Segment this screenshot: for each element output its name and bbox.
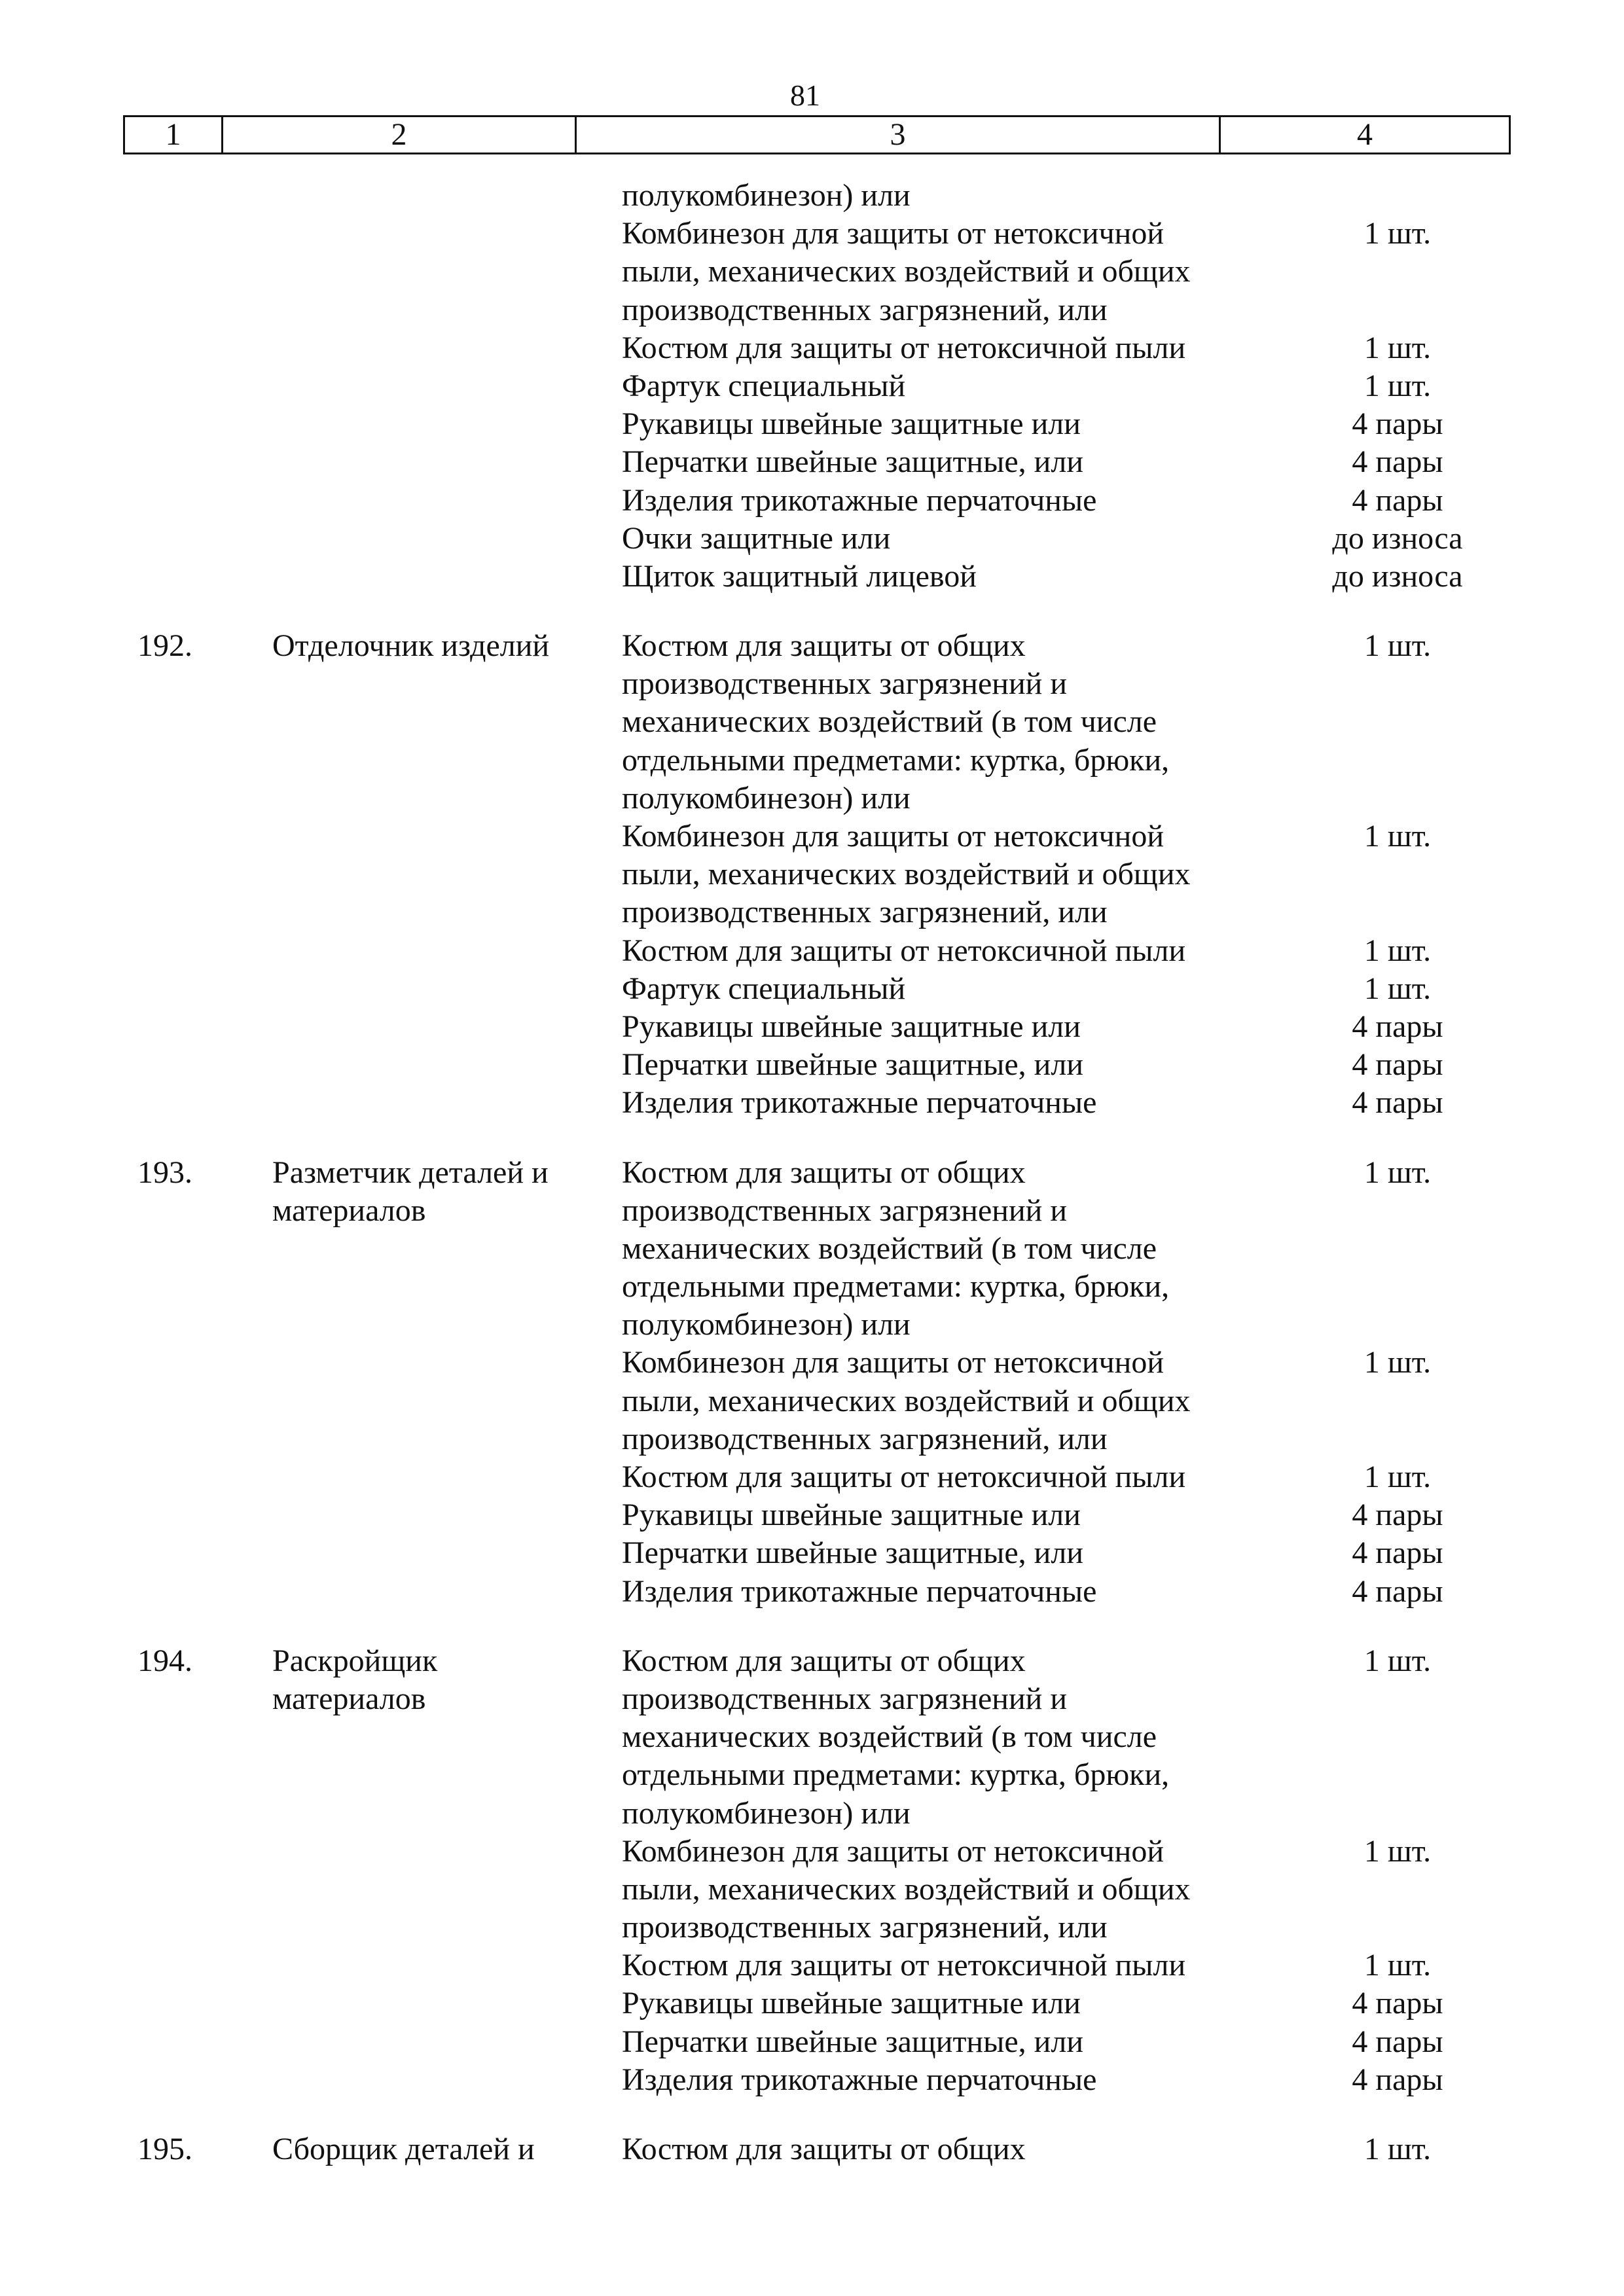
table-row [0,367,1624,405]
profession-name [272,932,622,970]
ppe-item: отдельными предметами: куртка, брюки, [622,1757,1170,1793]
table-row [0,253,1624,291]
profession-name: Раскройщик [272,1643,438,1678]
profession-name [272,970,622,1008]
entry-number [0,367,272,405]
table-row [0,1230,1624,1268]
ppe-quantity [1329,703,1466,741]
ppe-item: производственных загрязнений, или [622,292,1108,327]
ppe-quantity: 4 пары [1352,1986,1443,2021]
profession-name [272,1420,622,1458]
ppe-item: производственных загрязнений и [622,1681,1068,1716]
table-row [0,1833,1624,1871]
ppe-quantity: 1 шт. [1363,1833,1432,1869]
entry-number [0,703,272,741]
ppe-quantity: 4 пары [1352,406,1443,442]
ppe-item: пыли, механических воздействий и общих [622,1871,1191,1907]
ppe-quantity: 4 пары [1352,1573,1443,1609]
entry-number [0,1046,272,1084]
table-row [0,1756,1624,1794]
entry-number [0,1268,272,1306]
ppe-item: полукомбинезон) или [622,1795,911,1831]
profession-name [272,703,622,741]
profession-name: Отделочник изделий [272,628,550,664]
table-row [0,817,1624,855]
entry-number [0,482,272,520]
ppe-quantity [1329,742,1466,780]
profession-name: материалов [272,1193,426,1228]
table-row [0,1718,1624,1756]
table-row [0,520,1624,558]
table-row [0,1642,1624,1680]
ppe-item: Комбинезон для защиты от нетоксичной [622,216,1164,251]
profession-name: материалов [272,1681,426,1716]
ppe-quantity: 4 пары [1352,1535,1443,1571]
ppe-quantity [1329,1795,1466,1833]
table-row [0,1192,1624,1230]
profession-name [272,1909,622,1946]
ppe-item: Комбинезон для защиты от нетоксичной [622,819,1164,853]
ppe-item: Рукавицы швейные защитные или [622,406,1081,442]
ppe-item: Фартук специальный [622,368,906,403]
table-row [0,893,1624,931]
ppe-item: отдельными предметами: куртка, брюки, [622,742,1170,778]
entry-number [0,1534,272,1572]
entry-number [0,1496,272,1534]
table-row [0,291,1624,329]
ppe-quantity [1329,1909,1466,1946]
profession-entry [0,1642,1624,2099]
profession-name [272,367,622,405]
table-row [0,1382,1624,1420]
profession-name [272,2061,622,2099]
ppe-quantity: 1 шт. [1363,368,1432,403]
ppe-item: Фартук специальный [622,971,906,1006]
profession-name [272,1382,622,1420]
ppe-item: Рукавицы швейные защитные или [622,1498,1081,1533]
profession-name: Сборщик деталей и [272,2132,535,2166]
profession-name [272,1833,622,1871]
ppe-item: Очки защитные или [622,520,891,556]
profession-name [272,1871,622,1909]
profession-entry [0,1154,1624,1611]
entry-number [0,1795,272,1833]
ppe-item: механических воздействий (в том числе [622,1719,1157,1755]
table-row [0,742,1624,780]
entry-number [0,855,272,893]
profession-name [272,177,622,215]
table-row [0,1344,1624,1382]
entry-number [0,1756,272,1794]
profession-name [272,742,622,780]
ppe-quantity [1329,1192,1466,1230]
ppe-item: производственных загрязнений, или [622,895,1108,930]
ppe-quantity: 1 шт. [1363,1460,1432,1494]
profession-name [272,1984,622,2022]
table-row [0,482,1624,520]
entry-number [0,1680,272,1718]
entry-number [0,1420,272,1458]
ppe-quantity: 1 шт. [1363,1643,1432,1678]
ppe-quantity [1329,1420,1466,1458]
ppe-quantity [1329,1268,1466,1306]
entry-number [0,1909,272,1946]
entry-number [0,520,272,558]
ppe-item: полукомбинезон) или [622,780,911,816]
profession-name [272,215,622,253]
entry-spacer [0,596,1624,627]
ppe-item: полукомбинезон) или [622,1307,911,1342]
ppe-quantity: 1 шт. [1363,216,1432,251]
ppe-item: Костюм для защиты от общих [622,628,1026,664]
profession-name [272,482,622,520]
profession-name [272,1230,622,1268]
table-row [0,665,1624,703]
entry-number [0,1306,272,1344]
entry-number: 192. [137,628,192,664]
entry-number [0,1192,272,1230]
table-row [0,1420,1624,1458]
ppe-quantity: 4 пары [1352,1009,1443,1044]
ppe-quantity: 1 шт. [1363,971,1432,1006]
ppe-quantity [1329,1306,1466,1344]
entry-number [0,253,272,291]
ppe-item: механических воздействий (в том числе [622,1230,1157,1266]
table-header [123,115,1511,154]
ppe-quantity: 4 пары [1352,482,1443,518]
profession-name [272,291,622,329]
ppe-quantity [1329,780,1466,817]
ppe-item: Изделия трикотажные перчаточные [622,1573,1097,1609]
header-col-2: 2 [223,117,577,152]
ppe-item: Изделия трикотажные перчаточные [622,2062,1097,2097]
entry-number [0,817,272,855]
table-row [0,1946,1624,1984]
ppe-quantity [1329,893,1466,931]
ppe-quantity [1329,177,1466,215]
profession-name [272,817,622,855]
ppe-item: пыли, механических воздействий и общих [622,1383,1191,1418]
ppe-quantity [1329,1680,1466,1718]
entry-number [0,329,272,367]
entry-number [0,1833,272,1871]
ppe-quantity: 1 шт. [1363,628,1432,664]
entry-number [0,1458,272,1496]
profession-name [272,2023,622,2061]
profession-name [272,1344,622,1382]
ppe-quantity: 1 шт. [1363,819,1432,853]
table-row [0,443,1624,481]
ppe-item: Костюм для защиты от общих [622,1643,1026,1678]
ppe-item: Щиток защитный лицевой [622,558,977,594]
ppe-item: Костюм для защиты от нетоксичной пыли [622,1460,1186,1494]
entry-number [0,1573,272,1611]
ppe-quantity: 1 шт. [1363,933,1432,968]
table-row [0,215,1624,253]
entry-number [0,1382,272,1420]
entry-number [0,1084,272,1122]
table-row [0,1154,1624,1192]
profession-name [272,1306,622,1344]
entry-number [0,1984,272,2022]
ppe-quantity: 1 шт. [1363,1948,1432,1983]
entry-number: 194. [137,1643,192,1678]
ppe-quantity [1329,1871,1466,1909]
table-row [0,1008,1624,1046]
table-row [0,558,1624,596]
ppe-quantity: 1 шт. [1363,1345,1432,1380]
ppe-quantity: 1 шт. [1363,330,1432,365]
ppe-quantity [1329,253,1466,291]
profession-name [272,1008,622,1046]
ppe-quantity [1329,1718,1466,1756]
table-row [0,405,1624,443]
table-row [0,2130,1624,2168]
entry-number [0,1008,272,1046]
ppe-item: Рукавицы швейные защитные или [622,1986,1081,2021]
entry-number [0,443,272,481]
ppe-item: механических воздействий (в том числе [622,704,1157,740]
header-col-3: 3 [577,117,1221,152]
table-row [0,329,1624,367]
ppe-item: Изделия трикотажные перчаточные [622,1085,1097,1121]
entry-number [0,893,272,931]
profession-name [272,405,622,443]
ppe-item: производственных загрязнений и [622,666,1068,702]
entry-number [0,742,272,780]
ppe-item: пыли, механических воздействий и общих [622,857,1191,892]
table-body [0,177,1624,2168]
ppe-item: производственных загрязнений, или [622,1910,1108,1945]
entry-number [0,780,272,817]
table-row [0,1984,1624,2022]
ppe-item: Костюм для защиты от нетоксичной пыли [622,330,1186,365]
ppe-item: отдельными предметами: куртка, брюки, [622,1269,1170,1304]
table-row [0,855,1624,893]
profession-name [272,1046,622,1084]
profession-entry [0,2130,1624,2168]
table-row [0,1306,1624,1344]
table-row [0,1084,1624,1122]
profession-name [272,893,622,931]
table-row [0,627,1624,665]
ppe-item: Костюм для защиты от нетоксичной пыли [622,933,1186,968]
table-row [0,177,1624,215]
entry-number [0,405,272,443]
profession-name [272,780,622,817]
profession-name [272,443,622,481]
ppe-item: полукомбинезон) или [622,178,911,213]
profession-name [272,1946,622,1984]
table-row [0,1909,1624,1946]
ppe-quantity [1329,1756,1466,1794]
ppe-item: Костюм для защиты от общих [622,2132,1026,2166]
ppe-quantity [1329,1382,1466,1420]
ppe-item: Перчатки швейные защитные, или [622,444,1083,480]
entry-number [0,1344,272,1382]
profession-name: Разметчик деталей и [272,1155,549,1190]
page-number: 81 [790,79,820,112]
entry-number [0,970,272,1008]
entry-number [0,1946,272,1984]
table-row [0,1268,1624,1306]
entry-number [0,2023,272,2061]
ppe-quantity [1329,1230,1466,1268]
entry-number [0,1871,272,1909]
entry-spacer [0,2099,1624,2130]
ppe-quantity: до износа [1332,558,1463,594]
profession-name [272,1496,622,1534]
profession-name [272,520,622,558]
continuation-entry [0,177,1624,596]
profession-name [272,1534,622,1572]
entry-number [0,558,272,596]
profession-name [272,253,622,291]
entry-number [0,291,272,329]
ppe-item: производственных загрязнений и [622,1193,1068,1228]
profession-entry [0,627,1624,1122]
table-row [0,932,1624,970]
profession-name [272,1084,622,1122]
entry-number [0,1230,272,1268]
entry-number [0,177,272,215]
ppe-item: пыли, механических воздействий и общих [622,254,1191,289]
ppe-quantity: 4 пары [1352,1047,1443,1083]
ppe-quantity: 1 шт. [1363,1155,1432,1190]
entry-number: 195. [137,2132,192,2166]
profession-name [272,855,622,893]
profession-name [272,329,622,367]
entry-number [0,665,272,703]
profession-name [272,1458,622,1496]
entry-number [0,215,272,253]
ppe-item: Костюм для защиты от нетоксичной пыли [622,1948,1186,1983]
ppe-quantity: 4 пары [1352,1498,1443,1533]
ppe-quantity [1329,291,1466,329]
header-col-1: 1 [125,117,223,152]
profession-name [272,558,622,596]
profession-name [272,665,622,703]
ppe-item: Рукавицы швейные защитные или [622,1009,1081,1044]
ppe-quantity: 4 пары [1352,1085,1443,1121]
ppe-quantity: 1 шт. [1363,2132,1432,2166]
ppe-quantity [1329,855,1466,893]
ppe-item: Перчатки швейные защитные, или [622,1535,1083,1571]
table-row [0,1795,1624,1833]
table-row [0,1458,1624,1496]
table-row [0,1680,1624,1718]
profession-name [272,1756,622,1794]
entry-number [0,1718,272,1756]
ppe-item: Костюм для защиты от общих [622,1155,1026,1190]
profession-name [272,1573,622,1611]
table-row [0,780,1624,817]
ppe-quantity: 4 пары [1352,2062,1443,2097]
ppe-item: Комбинезон для защиты от нетоксичной [622,1833,1164,1869]
table-row [0,970,1624,1008]
entry-spacer [0,1611,1624,1642]
entry-number [0,932,272,970]
ppe-item: Перчатки швейные защитные, или [622,1047,1083,1083]
table-row [0,2061,1624,2099]
entry-number: 193. [137,1155,192,1190]
table-row [0,1573,1624,1611]
entry-number [0,2061,272,2099]
ppe-item: Перчатки швейные защитные, или [622,2024,1083,2059]
ppe-quantity: до износа [1332,520,1463,556]
ppe-quantity: 4 пары [1352,2024,1443,2059]
profession-name [272,1268,622,1306]
profession-name [272,1795,622,1833]
table-row [0,1534,1624,1572]
table-row [0,703,1624,741]
entry-spacer [0,1122,1624,1154]
ppe-item: Комбинезон для защиты от нетоксичной [622,1345,1164,1380]
table-row [0,2023,1624,2061]
ppe-item: производственных загрязнений, или [622,1421,1108,1456]
table-row [0,1046,1624,1084]
header-col-4: 4 [1357,117,1373,152]
ppe-quantity [1329,665,1466,703]
ppe-quantity: 4 пары [1352,444,1443,480]
table-row [0,1496,1624,1534]
ppe-item: Изделия трикотажные перчаточные [622,482,1097,518]
profession-name [272,1718,622,1756]
table-row [0,1871,1624,1909]
